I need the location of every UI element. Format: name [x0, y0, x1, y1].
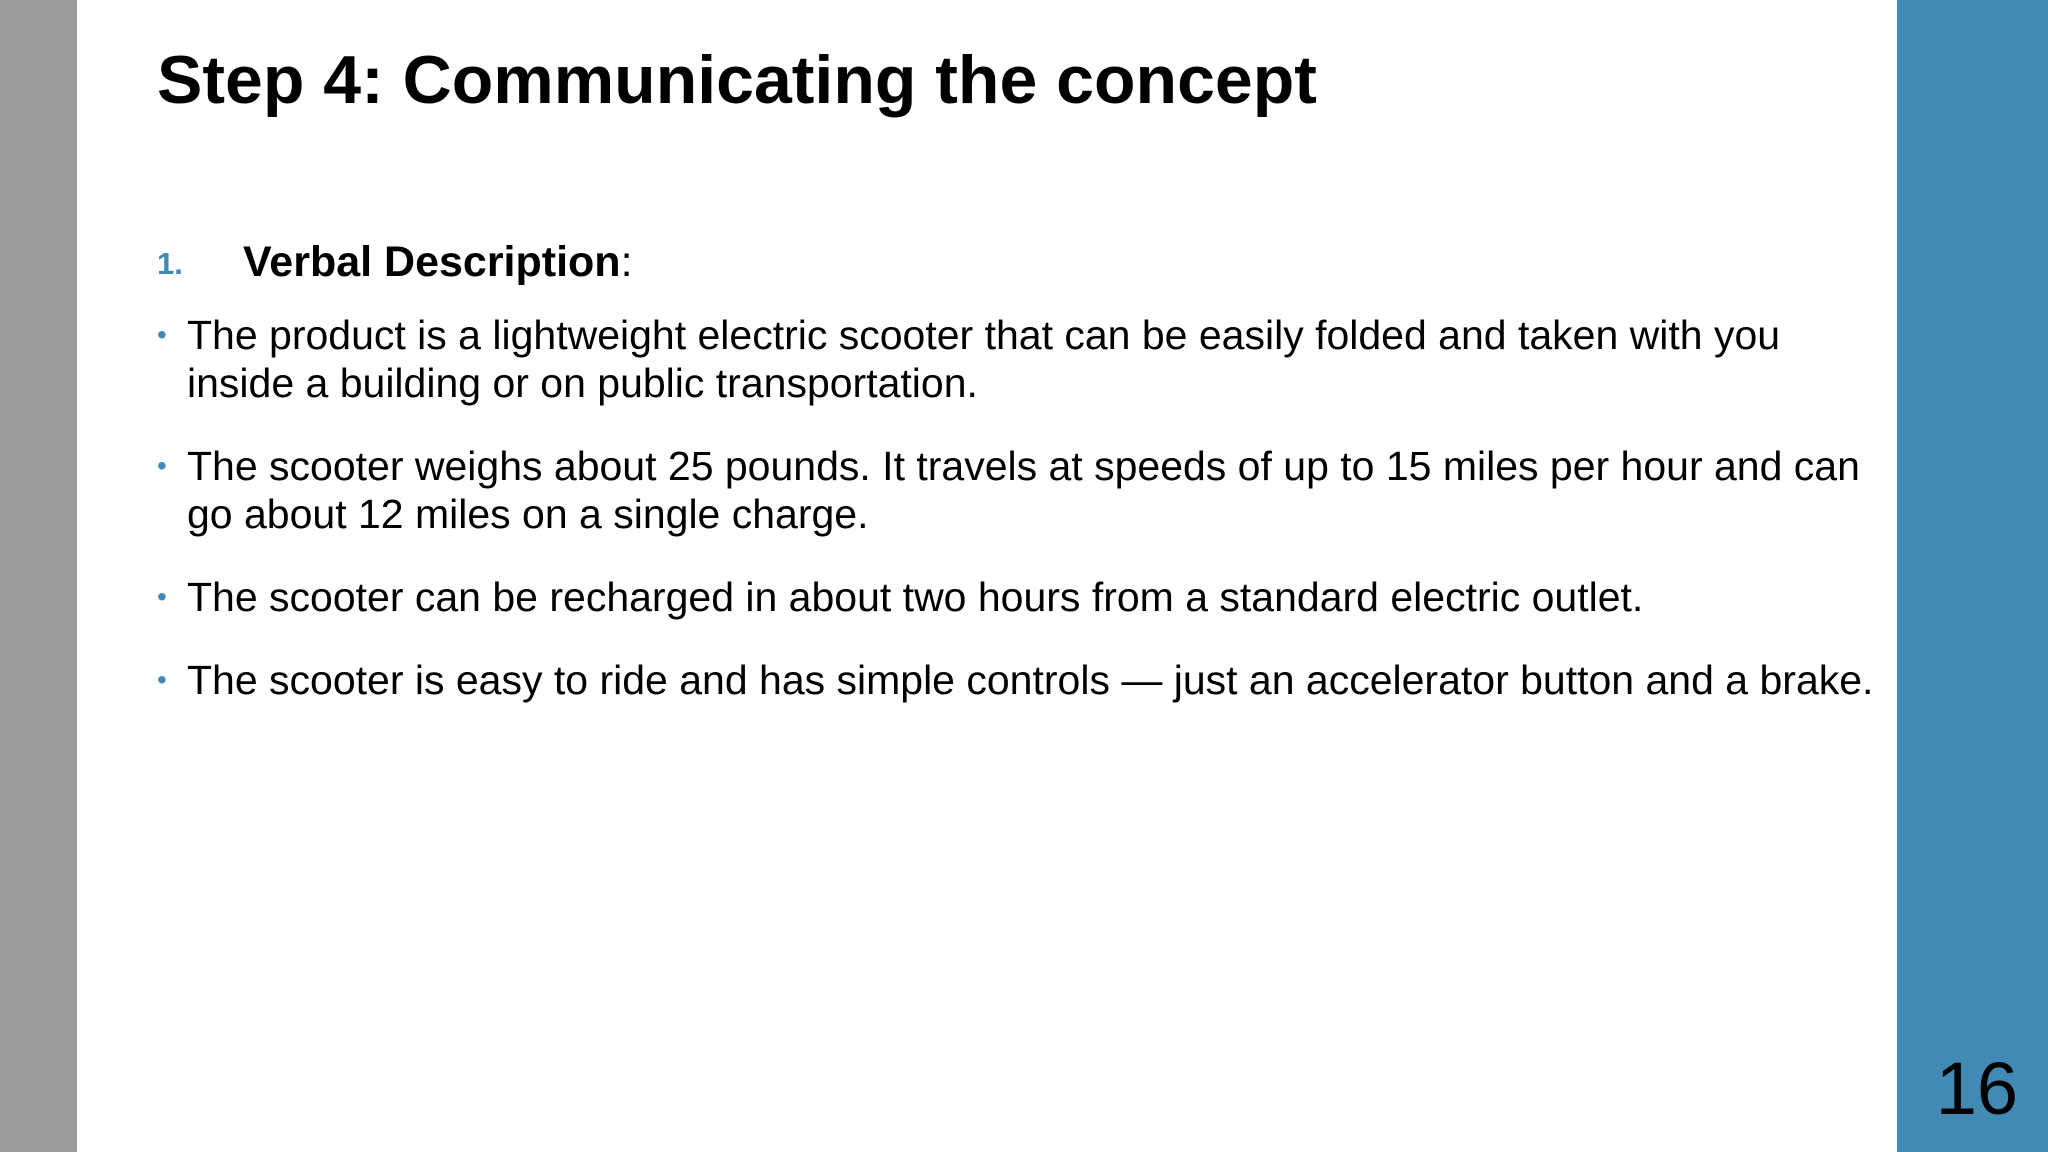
bullet-item: [157, 311, 1877, 407]
bullet-text: The scooter weighs about 25 pounds. It travels at speeds of up to 15 miles per hour and can go about 12 miles on a single charge.: [187, 443, 1860, 537]
bullet-icon: •: [157, 319, 167, 350]
bullet-item: [157, 656, 1877, 704]
bullet-text: The scooter can be recharged in about two hours from a standard electric outlet.: [187, 574, 1644, 620]
bullet-icon: •: [157, 581, 167, 612]
verbal-description-label: Verbal Description: [243, 238, 621, 286]
bullet-icon: •: [157, 450, 167, 481]
list-number: 1.: [157, 246, 183, 281]
slide-number: 16: [1935, 1047, 2018, 1130]
bullet-item: [157, 442, 1877, 538]
numbered-heading: [157, 232, 1877, 292]
slide-body: [157, 232, 1877, 704]
label-colon: :: [620, 238, 633, 286]
bullet-text: The product is a lightweight electric scooter that can be easily folded and taken with you inside a building or on public transportation.: [187, 312, 1781, 406]
left-accent-bar: [0, 0, 77, 1152]
bullet-item: [157, 573, 1877, 621]
right-accent-bar: [1897, 0, 2048, 1152]
numbered-heading-text: [243, 232, 633, 292]
bullet-text: The scooter is easy to ride and has simple controls — just an accelerator button and a brake.: [187, 657, 1874, 703]
bullet-list: [157, 311, 1877, 704]
bullet-icon: •: [157, 664, 167, 695]
slide-title: Step 4: Communicating the concept: [157, 42, 1317, 118]
